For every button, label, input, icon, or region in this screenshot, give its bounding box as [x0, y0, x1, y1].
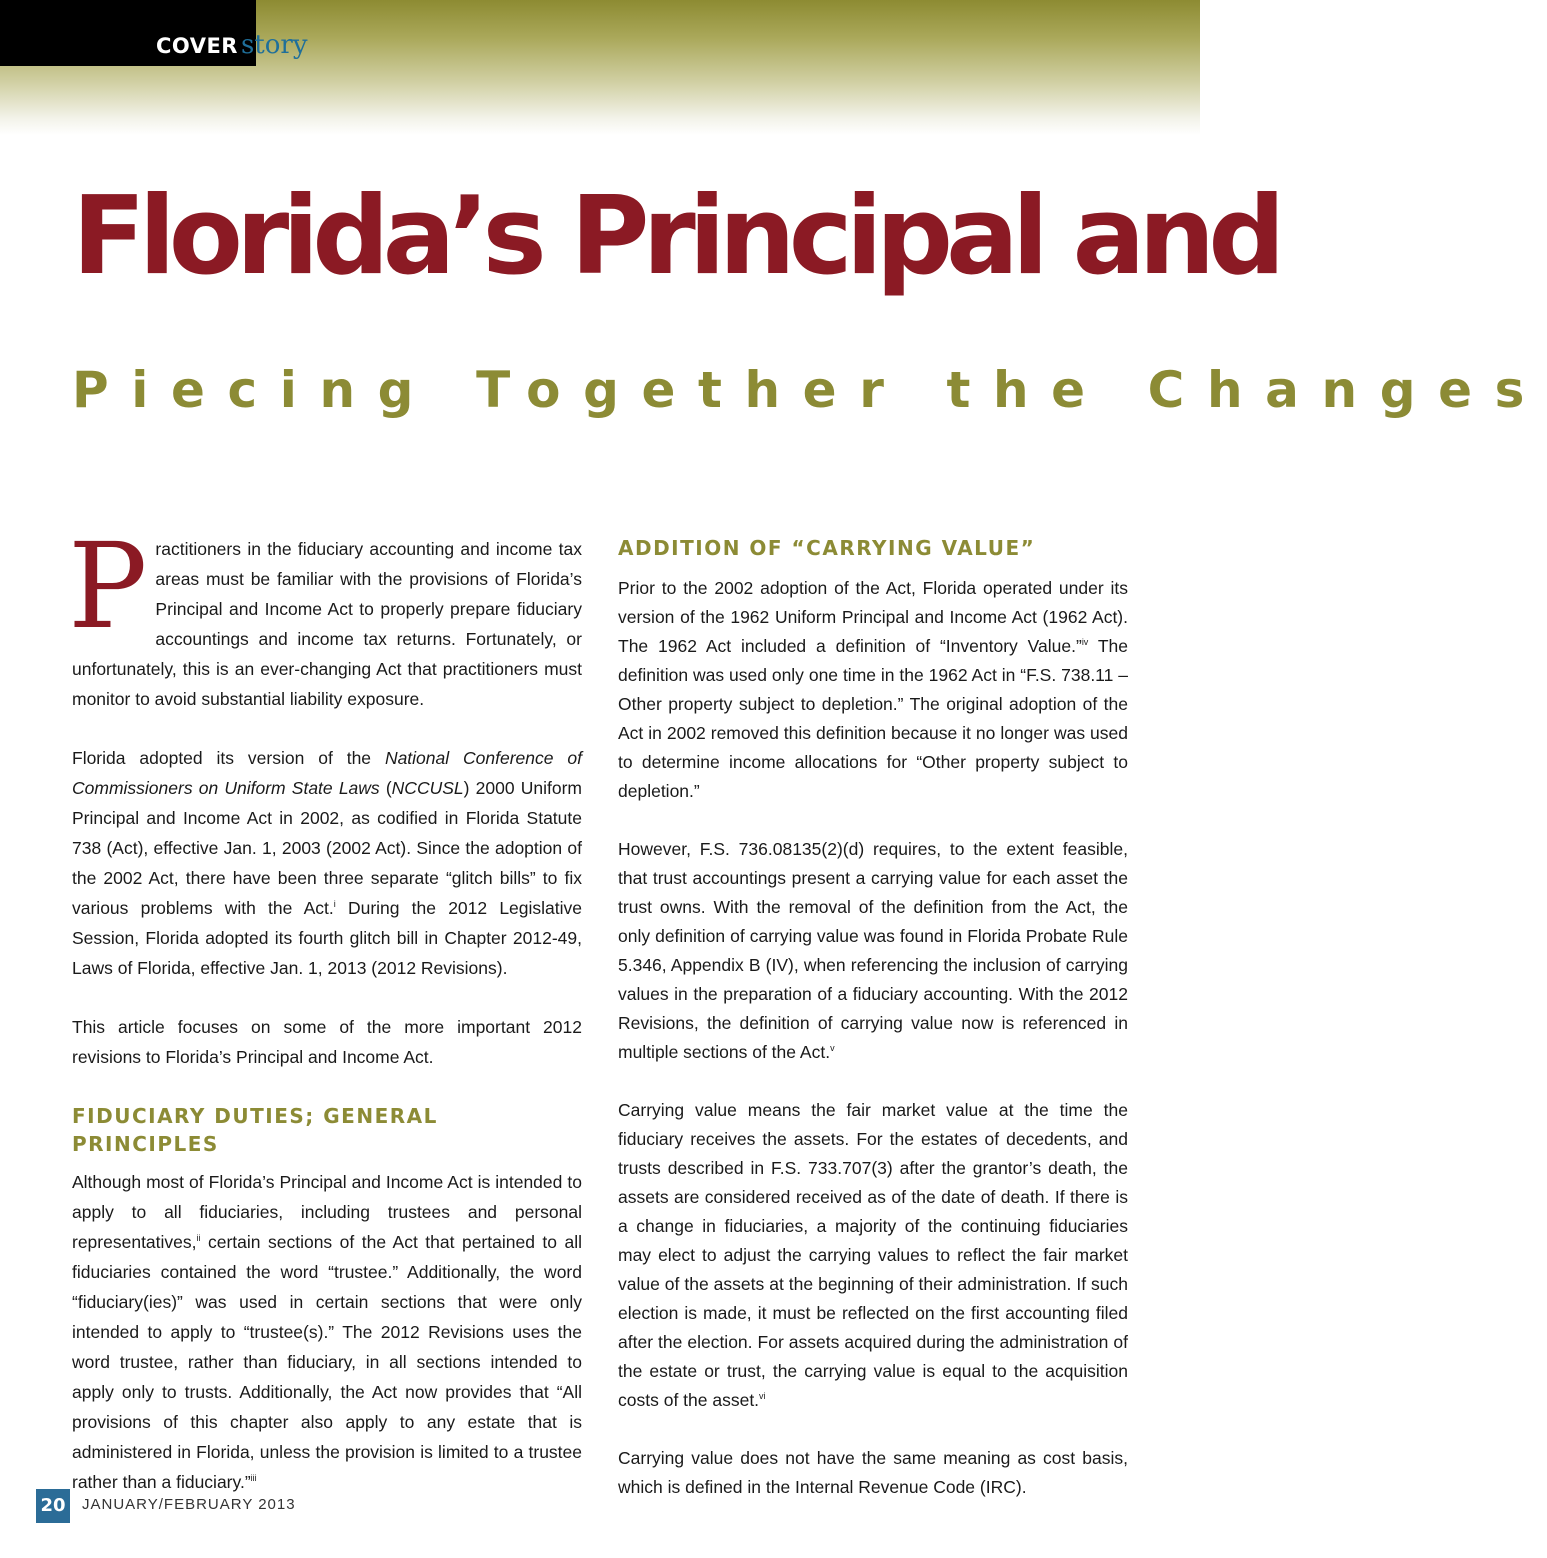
footnote-marker: iii — [250, 1473, 257, 1484]
issue-date: JANUARY/FEBRUARY 2013 — [82, 1496, 296, 1513]
text-run: certain sections of the Act that pertained to all fiduciaries contained the word “trustee.” Additionally, the word “fiduciary(ies)” was used in certain sections that were only intended to apply to “trustee(s).” The 2012 Revisions uses the word trustee, rather than fiduciary, in all sections intended to apply only to trusts. Additionally, the Act now provides that “All provisions of this chapter also apply to any estate that is administered in Florida, unless the provision is limited to a trustee rather than a fiduciary.” — [72, 1232, 582, 1492]
footnote-marker: ii — [196, 1233, 201, 1244]
section-heading-carrying-value: ADDITION OF “CARRYING VALUE” — [618, 536, 1036, 560]
text-run: Florida adopted its version of the — [72, 748, 385, 768]
italic-text: NCCUSL — [391, 778, 464, 798]
text-run: Carrying value means the fair market value at the time the fiduciary receives the assets. For the estates of decedents, and trusts described in F.S. 733.707(3) after the grantor’s death, the assets are considered received as of the date of death. If there is a change in fiduciaries, a majority of the continuing fiduciaries may elect to adjust the carrying values to reflect the fair market value of the assets at the beginning of their administration. If such election is made, it must be reflected on the first accounting filed after the election. For assets acquired during the administration of the estate or trust, the carrying value is equal to the acquisition costs of the asset. — [618, 1100, 1128, 1410]
footnote-marker: iv — [1081, 637, 1089, 648]
section-heading-fiduciary: FIDUCIARY DUTIES; GENERAL PRINCIPLES — [72, 1104, 438, 1156]
intro-paragraph — [68, 517, 582, 714]
text-run: The definition was used only one time in the 1962 Act in “F.S. 738.11 – Other property subject to depletion.” The original adoption of the Act in 2002 removed this definition because it no longer was used to determine income allocations for “Other property subject to depletion.” — [618, 636, 1129, 801]
article-headline: Florida’s Principal and — [72, 174, 1279, 299]
body-paragraph-definition — [618, 1096, 1128, 1415]
drop-cap: P — [68, 517, 148, 655]
body-paragraph-requirement — [618, 835, 1128, 1067]
text-run: ) 2000 Uniform Principal and Income Act in 2002, as codified in Florida Statute 738 (Act), effective Jan. 1, 2003 (2002 Act). Since the adoption of the 2002 Act, there have been three separate “glitch bills” to fix various problems with the Act. — [72, 778, 582, 918]
text-run: However, F.S. 736.08135(2)(d) requires, to the extent feasible, that trust accountings present a carrying value for each asset the trust owns. With the removal of the definition from the Act, the only definition of carrying value was found in Florida Probate Rule 5.346, Appendix B (IV), when referencing the inclusion of carrying values in the preparation of a fiduciary accounting. With the 2012 Revisions, the definition of carrying value now is referenced in multiple sections of the Act. — [618, 839, 1128, 1062]
body-paragraph-history — [618, 574, 1128, 806]
article-subheadline: Piecing Together the Changes — [72, 361, 1547, 419]
text-run: Prior to the 2002 adoption of the Act, Florida operated under its version of the 1962 Uniform Principal and Income Act (1962 Act). The 1962 Act included a definition of “Inventory Value.” — [618, 578, 1128, 656]
text-run: During the 2012 Legislative Session, Florida adopted its fourth glitch bill in Chapter 2012-49, Laws of Florida, effective Jan. 1, 2013 (2012 Revisions). — [72, 898, 583, 978]
body-paragraph-cost-basis: Carrying value does not have the same meaning as cost basis, which is defined in the Internal Revenue Code (IRC). — [618, 1448, 1128, 1497]
text-run: ( — [379, 778, 392, 798]
footnote-marker: i — [333, 899, 336, 910]
page-number: 20 — [36, 1489, 70, 1523]
body-paragraph-adoption — [72, 743, 582, 983]
section-tag-story: story — [240, 30, 308, 60]
body-paragraph-fiduciary — [72, 1167, 582, 1497]
section-tag-cover: COVER — [156, 34, 238, 58]
footnote-marker: v — [830, 1043, 835, 1054]
body-paragraph-focus: This article focuses on some of the more important 2012 revisions to Florida’s Principal and Income Act. — [72, 1017, 582, 1067]
left-column — [68, 517, 583, 1497]
section-tag — [156, 30, 308, 60]
italic-text: National Conference of Commissioners on Uniform State Laws — [72, 748, 582, 798]
intro-text: ractitioners in the fiduciary accounting and income tax areas must be familiar with the provisions of Florida’s Principal and Income Act to properly prepare fiduciary accountings and income tax returns. Fortunately, or unfortunately, this is an ever-changing Act that practitioners must monitor to avoid substantial liability exposure. — [72, 539, 582, 709]
right-column — [618, 534, 1128, 1502]
text-run: Although most of Florida’s Principal and Income Act is intended to apply to all fiduciaries, including trustees and personal representatives, — [72, 1172, 582, 1252]
footnote-marker: vi — [759, 1391, 766, 1402]
